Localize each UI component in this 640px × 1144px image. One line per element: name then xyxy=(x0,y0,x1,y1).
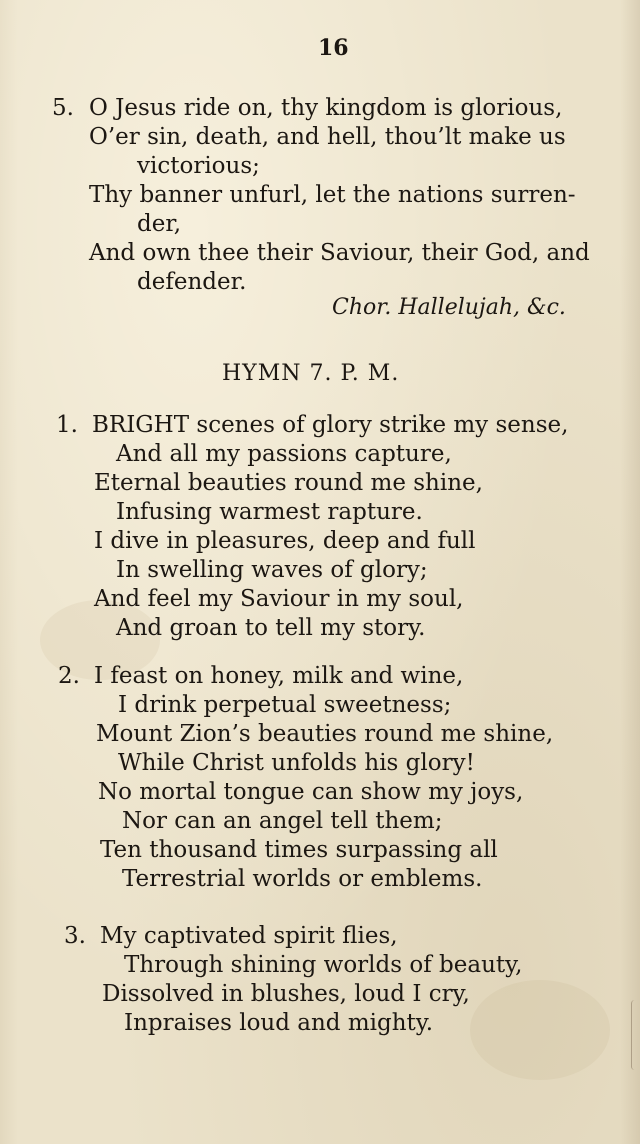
stanza-number: 1. xyxy=(56,412,78,438)
verse-line: Terrestrial worlds or emblems. xyxy=(122,866,483,892)
verse-line: And all my passions capture, xyxy=(116,441,452,467)
verse-line: Mount Zion’s beauties round me shine, xyxy=(96,721,554,747)
verse-line: I dive in pleasures, deep and full xyxy=(94,528,476,554)
verse-line: Thy banner unfurl, let the nations surren- xyxy=(89,182,576,208)
verse-line: O Jesus ride on, thy kingdom is glorious, xyxy=(89,95,563,121)
verse-line: Eternal beauties round me shine, xyxy=(94,470,483,496)
verse-line: I drink perpetual sweetness; xyxy=(118,692,452,718)
page-edge-mark xyxy=(631,1000,638,1070)
verse-line: Ten thousand times surpassing all xyxy=(100,837,498,863)
stanza-number: 2. xyxy=(58,663,80,689)
chorus-line: Chor. Hallelujah, &c. xyxy=(332,295,566,320)
verse-line: Inpraises loud and mighty. xyxy=(124,1010,434,1036)
verse-line: Dissolved in blushes, loud I cry, xyxy=(102,981,470,1007)
verse-line: In swelling waves of glory; xyxy=(116,557,428,583)
verse-line: While Christ unfolds his glory! xyxy=(118,750,475,776)
verse-line: My captivated spirit flies, xyxy=(100,923,398,949)
paper-stain xyxy=(470,980,610,1080)
verse-line: And feel my Saviour in my soul, xyxy=(94,586,464,612)
verse-line: And groan to tell my story. xyxy=(116,615,426,641)
verse-line: I feast on honey, milk and wine, xyxy=(94,663,464,689)
verse-line: defender. xyxy=(137,269,247,295)
verse-line: Through shining worlds of beauty, xyxy=(124,952,523,978)
verse-line: No mortal tongue can show my joys, xyxy=(98,779,524,805)
hymn-title: HYMN 7. P. M. xyxy=(222,361,400,386)
page-number: 16 xyxy=(318,35,349,61)
verse-line: BRIGHT scenes of glory strike my sense, xyxy=(92,412,569,438)
verse-line: O’er sin, death, and hell, thou’lt make us xyxy=(89,124,566,150)
verse-line: der, xyxy=(137,211,182,237)
stanza-number: 3. xyxy=(64,923,86,949)
verse-line: Nor can an angel tell them; xyxy=(122,808,443,834)
verse-line: And own thee their Saviour, their God, and xyxy=(89,240,590,266)
verse-line: victorious; xyxy=(137,153,260,179)
verse-line: Infusing warmest rapture. xyxy=(116,499,423,525)
stanza-number: 5. xyxy=(52,95,74,121)
